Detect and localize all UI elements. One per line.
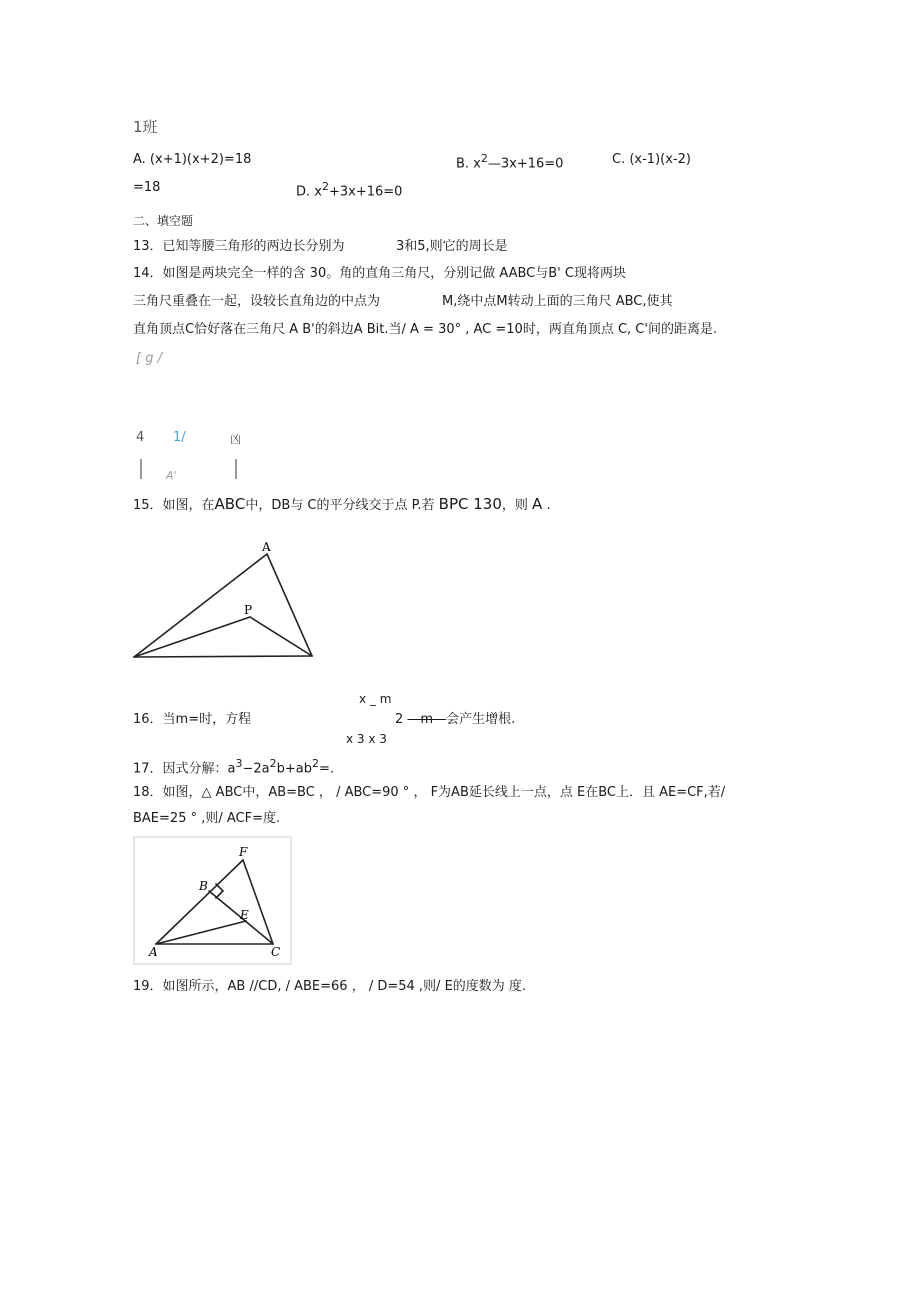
q14-line2b: M,绕中点M转动上面的三角尺 ABC,使其 — [442, 294, 673, 309]
q16-equation-mid: 2 —m—会产生增根. — [395, 712, 516, 727]
fig18-label-f: F — [239, 845, 248, 859]
q17-text: 17．因式分解：$a^3-2a^2b+ab^2=$. — [133, 757, 335, 777]
q16-text: 16．当m=时，方程 — [133, 712, 252, 727]
q14-line2a: 三角尺重叠在一起，设较长直角边的中点为 — [133, 294, 381, 309]
q12-option-a: A. (x+1)(x+2)=18 — [133, 152, 252, 167]
q14-fig-text-c: 凶 — [230, 433, 241, 446]
q14-fig-bar-right — [235, 459, 237, 479]
q15-text: 15．如图，在ABC中，DB与 C的平分线交于点 P.若 BPC 130，则 A . — [133, 495, 551, 513]
fig15-label-a: A — [262, 540, 271, 554]
fig18-right-angle-mark — [216, 884, 223, 898]
fig15-label-p: P — [244, 603, 253, 617]
q18-line1: 18．如图，△ ABC中，AB=BC ， / ABC=90 ° ， F为AB延长线上一点，点 E在BC上．且 AE=CF,若/ — [133, 785, 726, 800]
fig18-label-c: C — [271, 945, 281, 959]
fig15-bisector-b — [134, 617, 250, 657]
fig18-label-b: B — [199, 879, 208, 893]
q16-fraction-bottom: x 3 x 3 — [346, 732, 387, 746]
q12-option-c: C. (x-1)(x-2) — [612, 152, 691, 167]
fig18-label-e: E — [240, 908, 249, 922]
fig18-line-af — [156, 860, 243, 944]
q12-option-c-cont: =18 — [133, 180, 161, 195]
q19-text: 19．如图所示，AB //CD, / ABE=66 ， / D=54 ,则/ E的度数为 度. — [133, 979, 527, 994]
q14-line3: 直角顶点C恰好落在三角尺 A B'的斜边A Bit.当/ A = 30° , AC =10时，两直角顶点 C, C'间的距离是. — [133, 322, 718, 337]
q15-triangle-figure — [128, 536, 328, 666]
q13-values: 3和5,则它的周长是 — [396, 239, 508, 254]
q14-fig-bar-left — [140, 459, 142, 479]
q14-figure-note: [ g / — [136, 351, 162, 366]
q14-fig-label: A' — [166, 469, 177, 482]
q12-option-b: B. $x^2—3x+16=0$ — [456, 152, 564, 172]
fig15-side-ac — [267, 554, 312, 656]
q16-fraction-top: x _ m — [359, 692, 392, 706]
q12-prefix: 1班 — [133, 118, 158, 136]
fig18-label-a: A — [149, 945, 158, 959]
q12-option-d: D. $x^2+3x+16=0$ — [296, 180, 403, 200]
q14-fig-text-a: 4 — [136, 430, 145, 445]
fig15-side-bc — [134, 656, 312, 657]
q14-fig-text-b: 1/ — [173, 430, 186, 445]
q18-line2: BAE=25 ° ,则/ ACF=度. — [133, 811, 281, 826]
section-title: 二、填空题 — [133, 214, 194, 228]
q18-triangle-figure — [133, 836, 293, 966]
q13-text: 13．已知等腰三角形的两边长分别为 — [133, 239, 345, 254]
q14-line1: 14．如图是两块完全一样的含 30。角的直角三角尺，分别记做 AABC与B' C现将两块 — [133, 266, 626, 281]
fig18-segment-ae — [156, 921, 246, 944]
